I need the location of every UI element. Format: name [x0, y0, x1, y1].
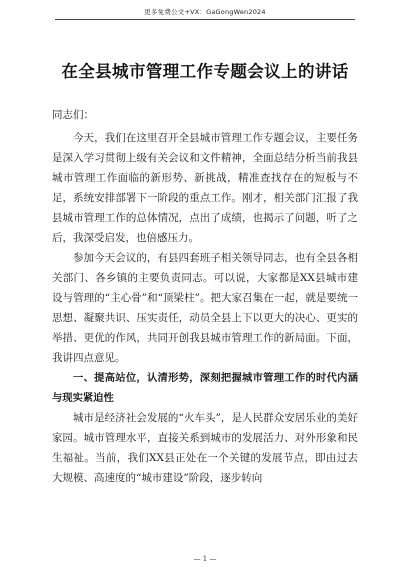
document-body [52, 105, 358, 488]
page-number: — 1 — [193, 555, 217, 563]
header-divider [55, 19, 355, 20]
body-paragraph: 城市是经济社会发展的“火车头”，是人民群众安居乐业的美好家园。城市管理水平，直接关系到城市的发展活力、对外形象和民生福祉。当前，我们XX县正处在一个关键的发展节点，即由过去大规模、高速度的“城市建设”阶段，逐步转向 [52, 412, 358, 484]
body-paragraph: 今天，我们在这里召开全县城市管理工作专题会议，主要任务是深入学习贯彻上级有关会议和文件精神，全面总结分析当前我县城市管理工作面临的新形势、新挑战，精准查找存在的短板与不足，系统安排部署下一阶段的重点工作。刚才，相关部门汇报了我县城市管理工作的总体情况，点出了成绩，也揭示了问题，听了之后，我深受启发，也倍感压力。 [52, 132, 358, 244]
header-note: 更多免费公文+VX：GaGongWen2024 [144, 8, 266, 16]
salutation: 同志们： [52, 109, 94, 121]
document-title: 在全县城市管理工作专题会议上的讲话 [61, 62, 349, 81]
body-paragraph: 参加今天会议的，有县四套班子相关领导同志，也有全县各相关部门、各乡镇的主要负责同志。可以说，大家都是XX县城市建设与管理的“主心骨”和“顶梁柱”。把大家召集在一起，就是要统一思想、凝聚共识、压实责任，动员全县上下以更大的决心、更实的举措、更优的作风，共同开创我县城市管理工作的新局面。下面，我讲四点意见。 [52, 252, 358, 364]
section-heading: 一、提高站位，认清形势，深刻把握城市管理工作的时代内涵与现实紧迫性 [52, 372, 358, 404]
